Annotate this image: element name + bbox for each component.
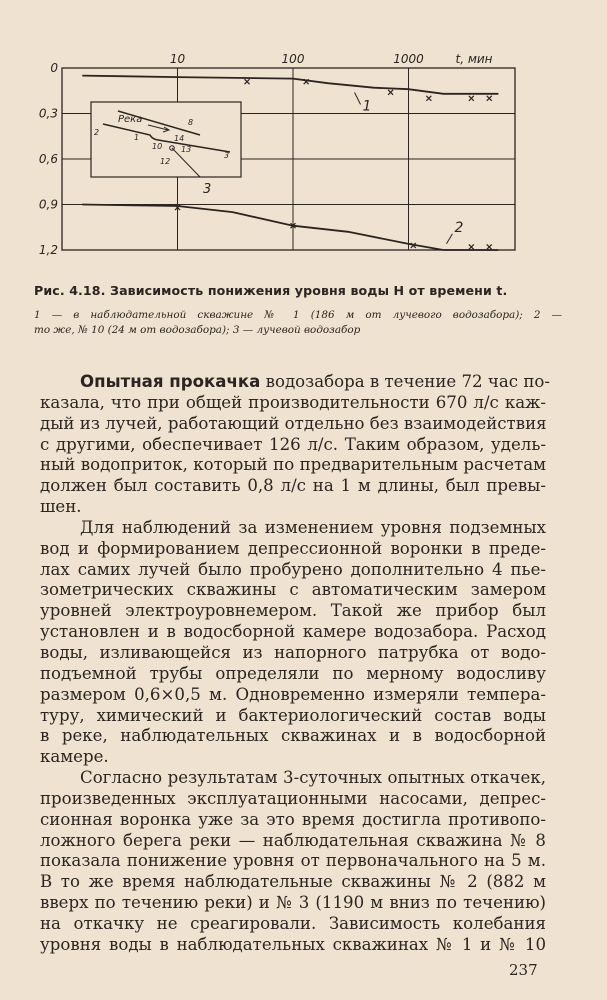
text-line: лах самих лучей было пробурено дополнительно 4 пье-	[40, 559, 546, 579]
data-point-1	[245, 79, 250, 84]
text-line: размером 0,6×0,5 м. Одновременно измеряли темпера-	[40, 684, 546, 704]
well-label: 3	[224, 151, 230, 160]
data-point-1	[426, 96, 431, 101]
x-axis-label: t, мин	[455, 52, 493, 66]
figure-legend-line: 1 — в наблюдательной скважине № 1 (186 м от лучевого водозабора); 2 —	[34, 309, 562, 321]
text-line: казала, что при общей производительности 670 л/с каж-	[40, 392, 546, 412]
bold-term: Опытная прокачка	[80, 372, 261, 391]
text-line: уровня воды в наблюдательных скважинах № 1 и № 10	[40, 934, 546, 954]
text-line: дый из лучей, работающий отдельно без взаимодействия	[40, 413, 547, 433]
series-label: 1	[362, 98, 372, 115]
text-line: ный водоприток, который по предварительным расчетам	[40, 455, 546, 475]
intake-label: 3	[203, 182, 212, 197]
text-line: с другими, обеспечивает 126 л/с. Таким образом, удель-	[40, 434, 546, 454]
y-tick-label: 0,3	[38, 106, 58, 121]
y-tick-label: 0,6	[38, 152, 58, 166]
text-line: В то же время наблюдательные скважины № 2 (882 м	[40, 872, 546, 892]
figure-caption: Рис. 4.18. Зависимость понижения уровня воды H от времени t.	[34, 283, 508, 298]
text-line: уровней электроуровнемером. Такой же прибор был	[40, 601, 546, 621]
data-point-1	[388, 90, 393, 95]
inset-scheme	[91, 102, 241, 197]
well-label: 10	[152, 142, 163, 151]
series-line-2	[82, 205, 498, 251]
data-point-2	[487, 244, 492, 249]
y-tick-label: 1,2	[38, 243, 58, 257]
text-line: подъемной трубы определяли по мерному водосливу	[40, 663, 546, 683]
text-line: вверх по течению реки) и № 3 (1190 м вниз по течению)	[40, 893, 546, 913]
x-tick-label: 100	[281, 52, 305, 66]
text-line: вод и формированием депрессионной воронки в преде-	[40, 538, 546, 558]
text-line: на откачку не среагировали. Зависимость колебания	[40, 913, 546, 933]
text-line: Для наблюдений за изменением уровня подземных	[80, 517, 546, 537]
text-line: шен.	[40, 497, 82, 517]
well-label: 2	[94, 128, 100, 137]
text-line	[40, 372, 550, 393]
y-tick-label: 0,9	[38, 197, 58, 212]
drawdown-chart	[0, 40, 607, 270]
data-point-2	[469, 244, 474, 249]
well-label: 1	[134, 133, 140, 142]
text-line: камере.	[40, 747, 109, 767]
text-line: произведенных эксплуатационными насосами, депрес-	[40, 788, 546, 808]
y-tick-label: 0	[50, 61, 58, 75]
series-label: 2	[454, 219, 464, 236]
text-span: водозабора в течение 72 час по-	[260, 372, 550, 391]
text-line: должен был составить 0,8 л/с на 1 м длины, был превы-	[40, 476, 546, 496]
text-line: сионная воронка уже за это время достигла противопо-	[40, 809, 546, 829]
text-line: Согласно результатам 3-суточных опытных откачек,	[80, 768, 546, 788]
well-label: 8	[188, 118, 194, 127]
well-label: 12	[160, 157, 171, 166]
text-line: установлен и в водосборной камере водозабора. Расход	[40, 622, 546, 642]
well-label: 14	[174, 134, 185, 143]
page-number: 237	[509, 961, 538, 979]
text-line: в реке, наблюдательных скважинах и в водосборной	[40, 726, 546, 746]
text-line: зометрических скважины с автоматическим замером	[40, 580, 546, 600]
data-point-1	[469, 96, 474, 101]
text-line: ложного берега реки — наблюдательная скважина № 8	[40, 830, 546, 850]
text-line: воды, изливающейся из напорного патрубка от водо-	[40, 642, 546, 662]
x-tick-label: 1000	[393, 52, 424, 66]
text-line: показала понижение уровня от первоначального на 5 м.	[40, 851, 546, 871]
river-label: Река	[118, 114, 143, 125]
x-tick-label: 10	[169, 52, 186, 66]
figure-legend-line: то же, № 10 (24 м от водозабора); 3 — лучевой водозабор	[34, 324, 361, 336]
series-line-1	[82, 76, 498, 94]
body-text	[40, 372, 550, 956]
series-leader	[446, 234, 452, 244]
series-leader	[355, 92, 361, 104]
text-line: туру, химический и бактериологический состав воды	[40, 705, 546, 725]
data-point-1	[487, 96, 492, 101]
well-label: 13	[181, 145, 192, 154]
